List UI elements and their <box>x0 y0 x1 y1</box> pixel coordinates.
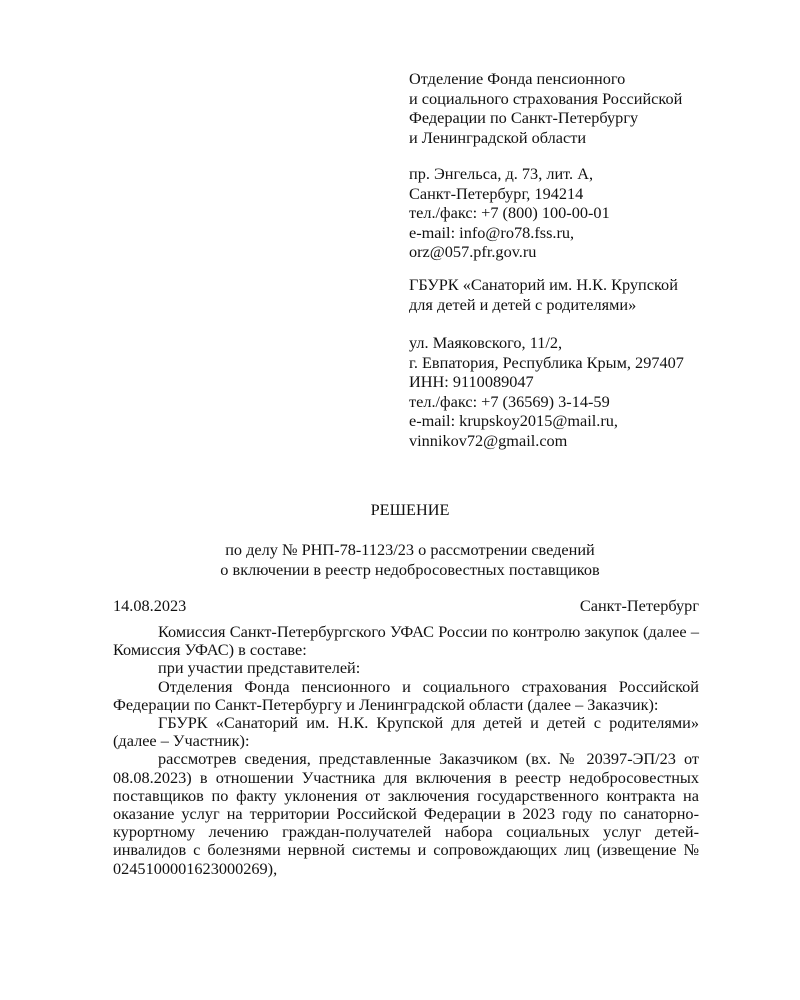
body-paragraph: ГБУРК «Санаторий им. Н.К. Крупской для детей и детей с родителями» (далее – Участник): <box>113 713 699 751</box>
body-paragraph: Комиссия Санкт-Петербургского УФАС России по контролю закупок (далее – Комиссия УФАС) в составе: <box>113 622 699 660</box>
address-line: и Ленинградской области <box>409 127 587 147</box>
email-line: orz@057.pfr.gov.ru <box>409 242 537 262</box>
address-line: ГБУРК «Санаторий им. Н.К. Крупской <box>409 275 678 294</box>
recipient-2-contacts <box>409 333 684 451</box>
address-line: Отделение Фонда пенсионного <box>409 69 626 88</box>
email-line: e-mail: krupskoy2015@mail.ru, <box>409 411 618 431</box>
document-title: РЕШЕНИЕ <box>370 500 450 519</box>
inn-line: ИНН: 9110089047 <box>409 372 534 392</box>
address-line: Федерации по Санкт-Петербургу <box>409 108 639 128</box>
address-line: и социального страхования Российской <box>409 88 683 108</box>
body-paragraph: Отделения Фонда пенсионного и социального страхования Российской Федерации по Санкт-Петербургу и Ленинградской области (далее – Заказчик): <box>113 676 699 714</box>
document-body <box>113 623 699 878</box>
email-line: e-mail: info@ro78.fss.ru, <box>409 222 575 242</box>
body-paragraph: рассмотрев сведения, представленные Заказчиком (вх. № 20397-ЭП/23 от 08.08.2023) в отношении Участника для включения в реестр недобросовестных поставщиков по факту уклонения от заключения государственного контракта на оказание услуг на территории Российской Федерации в 2023 году по санаторно-курортному лечению граждан-получателей набора социальных услуг детей-инвалидов с болезнями нервной системы и сопровождающих лиц (извещение № 0245100001623000269), <box>113 749 699 878</box>
recipient-2-name <box>409 275 678 314</box>
subtitle-line: о включении в реестр недобросовестных поставщиков <box>220 559 600 579</box>
document-city: Санкт-Петербург <box>579 596 699 615</box>
address-line: Санкт-Петербург, 194214 <box>409 183 584 203</box>
recipient-1-name <box>409 69 682 147</box>
subtitle-line: по делу № РНП-78-1123/23 о рассмотрении сведений <box>225 540 595 559</box>
phone-line: тел./факс: +7 (36569) 3-14-59 <box>409 391 610 411</box>
document-subtitle <box>0 540 800 579</box>
document-date: 14.08.2023 <box>113 596 187 615</box>
address-line: для детей и детей с родителями» <box>409 294 637 314</box>
address-line: ул. Маяковского, 11/2, <box>409 333 563 352</box>
phone-line: тел./факс: +7 (800) 100-00-01 <box>409 203 610 223</box>
address-line: г. Евпатория, Республика Крым, 297407 <box>409 352 684 372</box>
recipient-1-contacts <box>409 164 610 262</box>
address-line: пр. Энгельса, д. 73, лит. А, <box>409 164 594 183</box>
email-line: vinnikov72@gmail.com <box>409 430 568 450</box>
body-paragraph: при участии представителей: <box>158 658 361 678</box>
